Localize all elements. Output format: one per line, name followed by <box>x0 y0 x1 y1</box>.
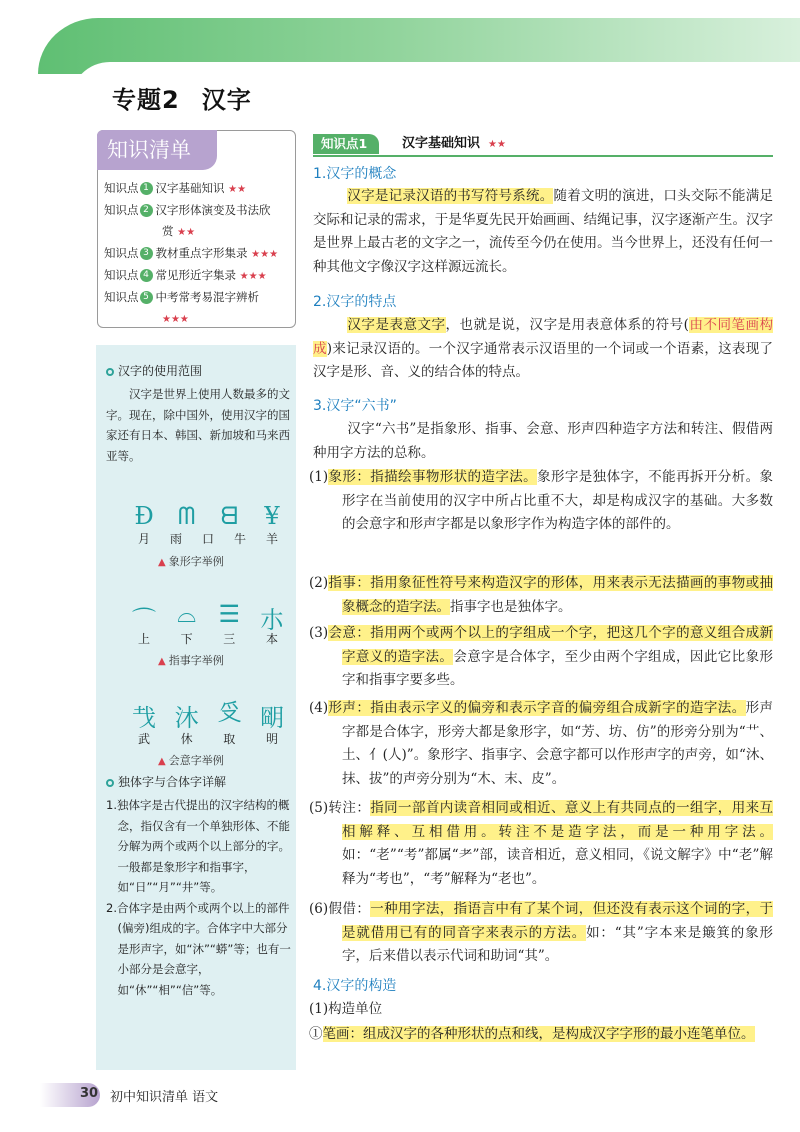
item-prefix: 转注： <box>328 800 371 816</box>
kp-text: 中考常考易混字辨析 <box>155 290 259 304</box>
char-bright: 明 <box>265 732 278 746</box>
liushu-item-3 <box>309 622 773 693</box>
knowledge-item-3[interactable] <box>104 243 290 265</box>
book-title: 初中知识清单 语文 <box>110 1090 219 1105</box>
star-icon: ★★ <box>228 184 247 195</box>
indicative-char-row <box>128 630 288 647</box>
item-rest: 会意字是合体字，至少由两个字组成，因此它比象形字和指事字要多些。 <box>342 648 774 688</box>
duti-heading <box>106 773 226 790</box>
kp-label: 知识点 <box>104 203 139 217</box>
item-number: (1) <box>309 469 329 485</box>
usage-heading-text: 汉字的使用范围 <box>118 364 203 378</box>
knowledge-point-title <box>402 134 506 155</box>
title-main: 汉字 <box>201 86 252 114</box>
rain-glyph-icon: ᗰ <box>177 502 196 530</box>
char-up: 上 <box>137 632 150 646</box>
knowledge-list <box>104 178 290 330</box>
item-prefix: 假借： <box>328 901 371 917</box>
pictograph-caption: ▲ 象形字举例 <box>158 555 224 568</box>
s2-highlight-2: 由不同笔画构成 <box>313 317 773 357</box>
char-three: 三 <box>223 632 236 646</box>
star-icon: ★★★ <box>251 249 279 260</box>
pictograph-char-row <box>128 530 288 547</box>
char-sheep: 羊 <box>265 532 278 546</box>
s2-highlight: 汉字是表意文字 <box>347 317 446 333</box>
three-glyph-icon: ☰ <box>218 600 241 628</box>
root-glyph-icon: 朩 <box>259 606 284 634</box>
item-rest: 象形字是独体字，不能再拆开分析。象形字在当前使用的汉字中所占比重不大，却是构成汉字的基础。大多数的会意字和形声字都是以象形字作为构造字体的部件的。 <box>342 469 773 532</box>
s1-rest: 随着文明的演进，口头交际不能满足交际和记录的需求，于是华夏先民开始画画、结绳记事，汉字逐渐产生。汉字是世界上最古老的文字之一，流传至今仍在使用。当今世界上，还没有任何一种其他文字像汉字这样源远流长。 <box>313 188 774 275</box>
kp-text: 赏 <box>162 224 174 238</box>
moon-glyph-icon: Ɖ <box>134 502 154 530</box>
kp-number-icon: 5 <box>140 291 153 304</box>
star-icon: ★★★ <box>239 271 267 282</box>
kp-label: 知识点 <box>104 246 139 260</box>
knowledge-item-2-cont <box>104 221 290 243</box>
ideograph-char-row <box>128 730 288 747</box>
item-highlight: 一种用字法，指语言中有了某个词，但还没有表示这个词的字，于是就借用已有的同音字来表示的方法。 <box>342 901 773 941</box>
char-ox: 牛 <box>233 532 246 546</box>
indicative-caption: ▲ 指事字举例 <box>158 654 224 667</box>
item-highlight: 形声：指由表示字义的偏旁和表示字音的偏旁组合成新字的造字法。 <box>328 700 746 716</box>
s2-mid: ，也就是说，汉字是用表意体系的符号( <box>445 317 689 333</box>
item-number: (2) <box>309 575 329 591</box>
char-down: 下 <box>180 632 193 646</box>
triangle-icon: ▲ <box>158 656 166 667</box>
liushu-item-5 <box>309 797 773 891</box>
section-4-title: 4.汉字的构造 <box>313 978 397 994</box>
usage-heading <box>106 362 202 379</box>
s4-sub-text: (1)构造单位 <box>309 1001 383 1017</box>
item-number: (3) <box>309 625 329 641</box>
title-number: 专题2 <box>112 86 180 114</box>
triangle-icon: ▲ <box>158 557 166 568</box>
section-4-sub <box>309 998 769 1022</box>
take-glyph-icon: 𠬪 <box>217 698 242 726</box>
kp-text: 教材重点字形集录 <box>155 246 248 260</box>
page-title <box>112 80 252 115</box>
item-highlight: 指同一部首内读音相同或相近、意义上有共同点的一组字，用来互相解释、互相借用。转注不是造字法，而是一种用字法。 <box>342 800 773 840</box>
duti-heading-text: 独体字与合体字详解 <box>118 775 227 789</box>
kp-text: 常见形近字集录 <box>155 268 236 282</box>
char-rest: 休 <box>180 732 193 746</box>
knowledge-item-5[interactable] <box>104 287 290 308</box>
up-glyph-icon: ⌒ <box>132 606 156 634</box>
knowledge-item-5-stars <box>104 308 290 330</box>
structure-item-1 <box>309 1023 773 1047</box>
mouth-glyph-icon: ᗺ <box>220 502 238 530</box>
knowledge-item-2[interactable] <box>104 200 290 221</box>
circle-bullet-icon <box>106 779 114 787</box>
martial-glyph-icon: 𢦏 <box>132 704 156 732</box>
kp-label: 知识点 <box>104 181 139 195</box>
usage-text: 汉字是世界上使用人数最多的文字。现在，除中国外，使用汉字的国家还有日本、韩国、新加坡和马来西亚等。 <box>106 387 290 463</box>
item-highlight: 会意：指用两个或两个以上的字组成一个字，把这几个字的意义组合成新字意义的造字法。 <box>328 625 773 665</box>
ideograph-glyph-row <box>128 698 288 733</box>
item-rest: 指事字也是独体字。 <box>450 598 572 615</box>
liushu-item-1 <box>309 466 773 537</box>
item-highlight: 象形：指描绘事物形状的造字法。 <box>328 469 538 485</box>
item-number: (4) <box>309 700 329 716</box>
char-moon: 月 <box>137 532 150 546</box>
item-rest: 如：“其”字本来是簸箕的象形字，后来借以表示代词和助词“其”。 <box>342 924 773 964</box>
section-3-title: 3.汉字“六书” <box>313 398 397 414</box>
kp-number-icon: 3 <box>140 247 153 260</box>
kp-text: 汉字基础知识 <box>155 181 225 195</box>
s1-highlight: 汉字是记录汉语的书写符号系统。 <box>347 188 554 204</box>
item-number: (5) <box>309 800 329 816</box>
bright-glyph-icon: 朙 <box>259 704 284 732</box>
page-number: 30 <box>80 1086 99 1101</box>
star-icon: ★★ <box>488 139 506 150</box>
knowledge-point-bar <box>313 133 773 157</box>
knowledge-item-1[interactable] <box>104 178 290 200</box>
section-1-title: 1.汉字的概念 <box>313 166 397 182</box>
triangle-icon: ▲ <box>158 756 166 767</box>
char-rain: 雨 <box>169 532 182 546</box>
duti-point-1: 1.独体字是古代提出的汉字结构的概念，指仅含有一个单独形体、不能分解为两个或两个以上部分的字。一般都是象形字和指事字，如“日”“月”“井”等。 <box>106 798 290 894</box>
section-1-text <box>313 185 773 279</box>
usage-text-block <box>106 384 292 466</box>
item-rest: 如：“老”“考”都属“耂”部，读音相近，意义相同，《说文解字》中“老”解释为“考也”，“考”解释为“老也”。 <box>342 847 773 887</box>
char-mouth: 口 <box>201 532 214 546</box>
item-rest: 形声字都是合体字，形旁大都是象形字，如“芳、坊、仿”的形旁分别为“艹、土、亻(人)”。象形字、指事字、会意字都可以作形声字的声旁，如“沐、抹、拔”的声旁分别为“木、末、皮”。 <box>342 700 774 787</box>
star-icon: ★★★ <box>162 314 189 325</box>
item-number: (6) <box>309 901 329 917</box>
kp-number-icon: 1 <box>140 182 153 195</box>
liushu-item-2 <box>309 572 773 619</box>
ox-glyph-icon: ¥ <box>264 502 280 530</box>
kp-label: 知识点 <box>104 290 139 304</box>
kp-label: 知识点 <box>104 268 139 282</box>
page-footer <box>40 1083 340 1107</box>
star-icon: ★★ <box>177 227 196 238</box>
knowledge-point-tag: 知识点1 <box>313 134 379 154</box>
item-number: ① <box>309 1026 323 1042</box>
down-glyph-icon: ⌓ <box>177 600 197 628</box>
section-3-intro <box>313 418 773 465</box>
liushu-item-6 <box>309 898 773 969</box>
duti-text-block <box>106 795 292 1000</box>
ideograph-caption: ▲ 会意字举例 <box>158 754 224 767</box>
circle-bullet-icon <box>106 368 114 376</box>
s2-rest: )来记录汉语的。一个汉字通常表示汉语里的一个词或一个语素，这表现了汉字是形、音、义的结合体的特点。 <box>313 340 773 380</box>
char-martial: 武 <box>137 732 150 746</box>
char-take: 取 <box>223 732 236 746</box>
item-highlight: 指事：指用象征性符号来构造汉字的形体，用来表示无法描画的事物或抽象概念的造字法。 <box>328 575 773 615</box>
rest-glyph-icon: 沐 <box>174 704 199 732</box>
section-2-title: 2.汉字的特点 <box>313 294 397 310</box>
kp-number-icon: 4 <box>140 269 153 282</box>
section-2-text <box>313 314 773 385</box>
pictograph-glyph-row <box>128 502 288 530</box>
item-highlight: 笔画：组成汉字的各种形状的点和线，是构成汉字字形的最小连笔单位。 <box>322 1026 755 1042</box>
kp-text: 汉字形体演变及书法欣 <box>155 203 271 217</box>
liushu-item-4 <box>309 697 773 791</box>
kp-title-text: 汉字基础知识 <box>402 136 481 151</box>
char-root: 本 <box>265 632 278 646</box>
duti-point-2: 2.合体字是由两个或两个以上的部件(偏旁)组成的字。合体字中大部分是形声字，如“沐”“蟒”等；也有一小部分是会意字，如“休”“相”“信”等。 <box>106 900 291 997</box>
knowledge-list-title: 知识清单 <box>97 130 217 170</box>
kp-number-icon: 2 <box>140 204 153 217</box>
knowledge-item-4[interactable] <box>104 265 290 287</box>
s3-intro-text: 汉字“六书”是指象形、指事、会意、形声四种造字方法和转注、假借两种用字方法的总称。 <box>313 421 773 461</box>
